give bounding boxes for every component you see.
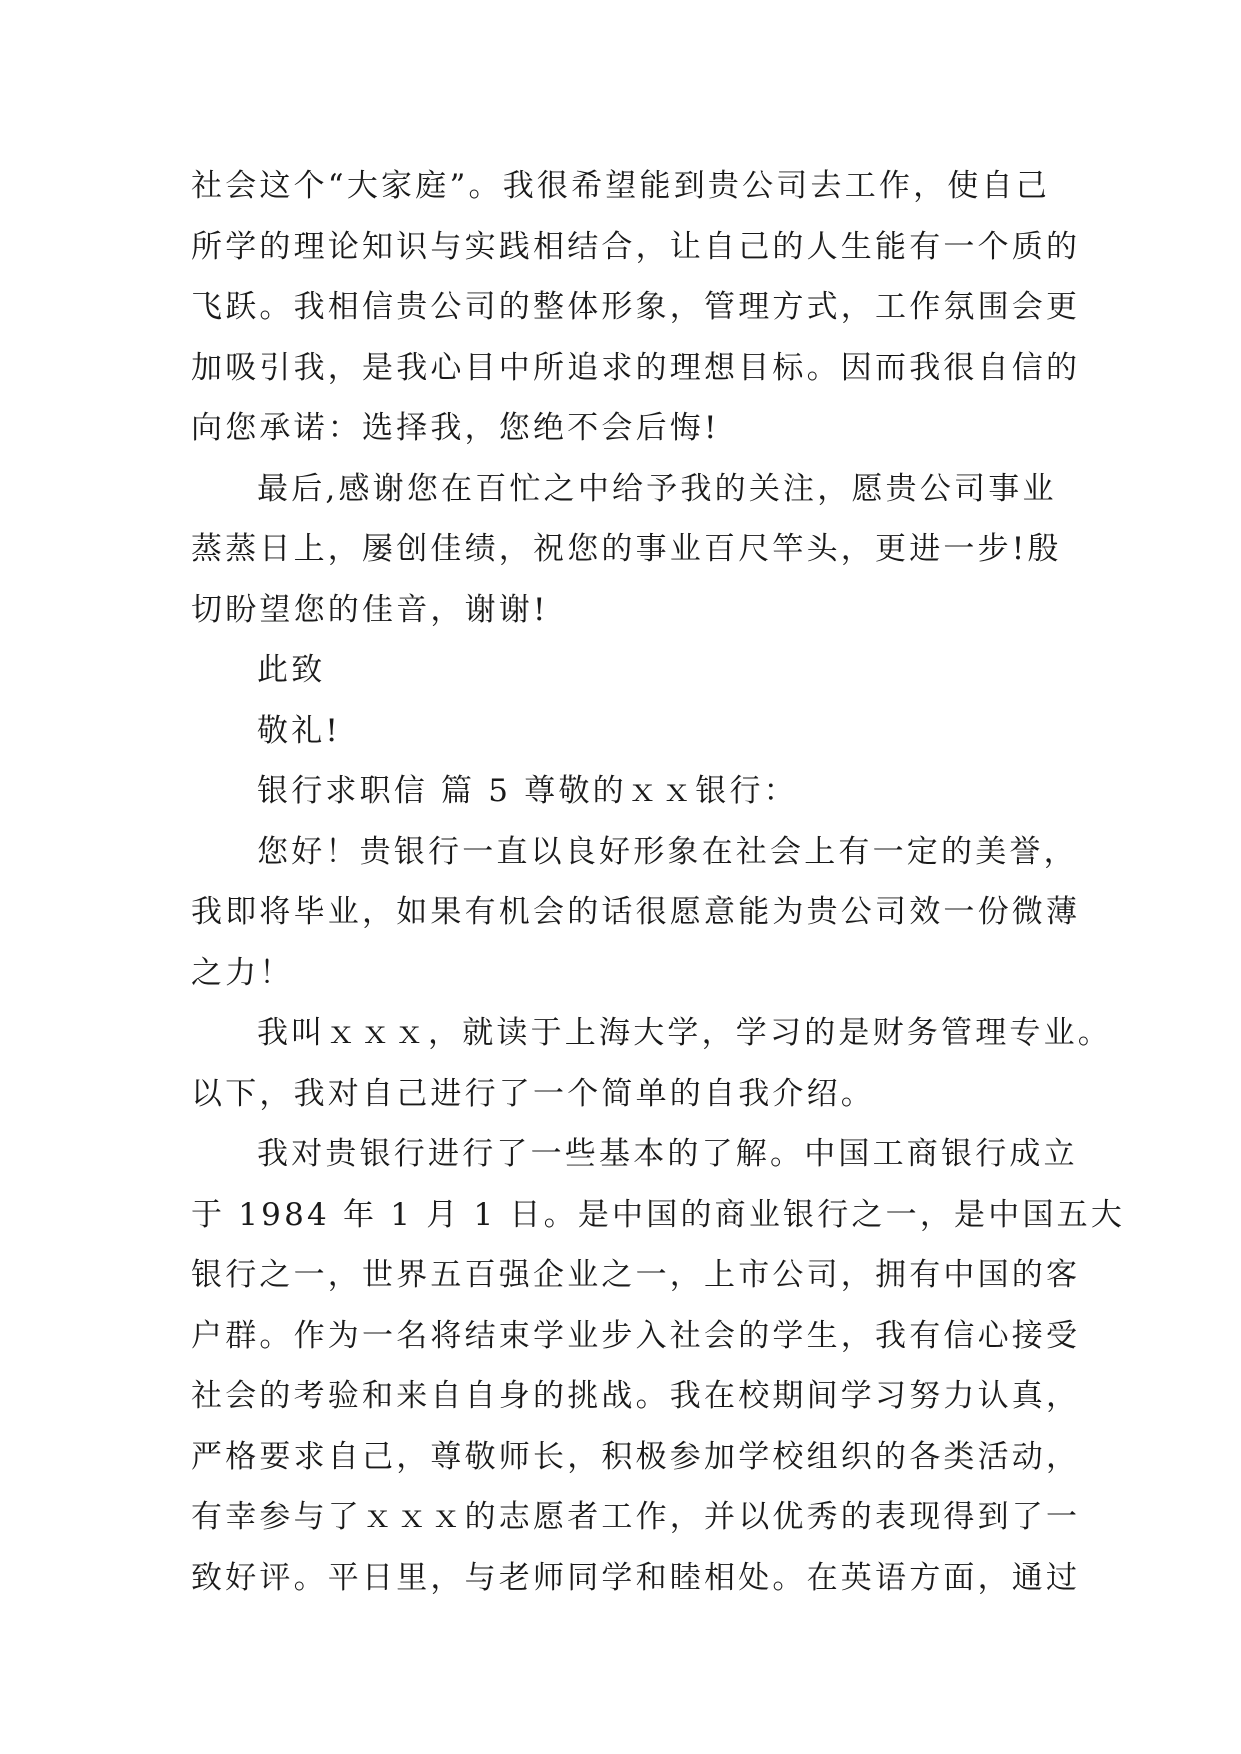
text-line: 致好评。平日里，与老师同学和睦相处。在英语方面，通过 [191, 1559, 1081, 1596]
text-line: 社会这个“大家庭”。我很希望能到贵公司去工作，使自己 [191, 168, 1050, 204]
text-line: 我对贵银行进行了一些基本的了解。中国工商银行成立 [257, 1136, 1078, 1172]
text-line: 向您承诺：选择我，您绝不会后悔! [191, 410, 720, 446]
text-line: 敬礼! [257, 712, 342, 749]
text-line: 最后,感谢您在百忙之中给予我的关注，愿贵公司事业 [257, 470, 1057, 507]
text-line: 以下，我对自己进行了一个简单的自我介绍。 [191, 1075, 875, 1112]
document-body [191, 156, 1126, 1608]
text-line: 您好！贵银行一直以良好形象在社会上有一定的美誉， [257, 833, 1078, 870]
text-line: 所学的理论知识与实践相结合，让自己的人生能有一个质的 [191, 228, 1081, 265]
text-line: 切盼望您的佳音，谢谢! [191, 591, 549, 628]
text-line: 于 1984 年 1 月 1 日。是中国的商业银行之一，是中国五大 [191, 1196, 1126, 1233]
text-line: 社会的考验和来自自身的挑战。我在校期间学习努力认真， [191, 1378, 1081, 1414]
text-line: 户群。作为一名将结束学业步入社会的学生，我有信心接受 [191, 1317, 1081, 1354]
text-line: 银行求职信 篇 5 尊敬的ｘｘ银行： [257, 773, 798, 809]
text-line: 有幸参与了ｘｘｘ的志愿者工作，并以优秀的表现得到了一 [191, 1499, 1081, 1535]
text-line: 加吸引我，是我心目中所追求的理想目标。因而我很自信的 [191, 349, 1081, 386]
text-line: 我即将毕业，如果有机会的话很愿意能为贵公司效一份微薄 [191, 894, 1081, 930]
text-line: 蒸蒸日上，屡创佳绩，祝您的事业百尺竿头，更进一步!殷 [191, 531, 1062, 567]
text-line: 之力！ [191, 954, 294, 991]
text-line: 我叫ｘｘｘ，就读于上海大学，学习的是财务管理专业。 [257, 1015, 1112, 1051]
text-line: 飞跃。我相信贵公司的整体形象，管理方式，工作氛围会更 [191, 289, 1081, 325]
text-line: 银行之一，世界五百强企业之一，上市公司，拥有中国的客 [191, 1257, 1081, 1293]
text-line: 此致 [257, 652, 326, 688]
text-line: 严格要求自己，尊敬师长，积极参加学校组织的各类活动， [191, 1438, 1081, 1475]
